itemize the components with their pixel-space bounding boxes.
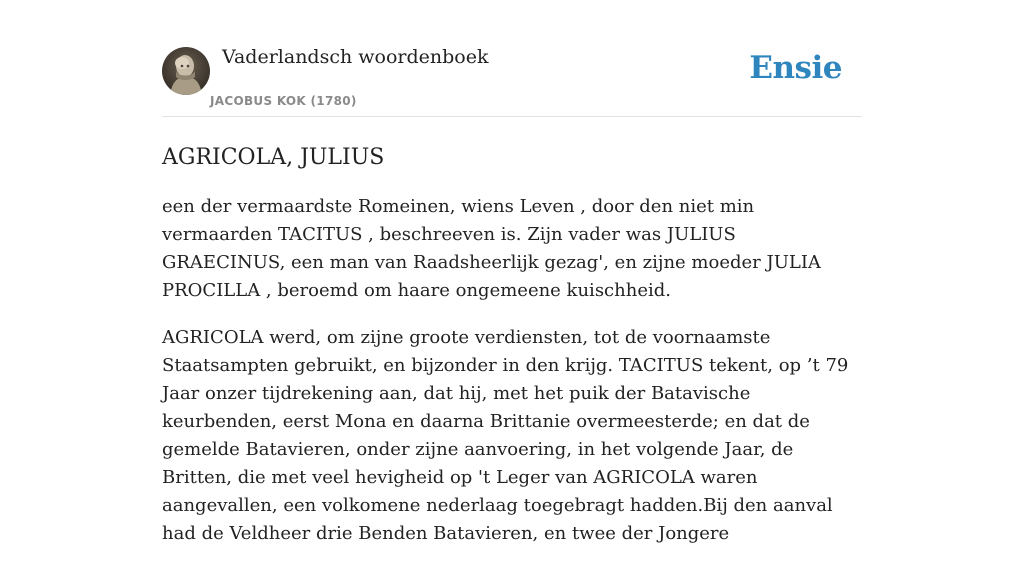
portrait-avatar-icon[interactable] <box>162 47 210 95</box>
header <box>162 0 862 117</box>
entry-title: AGRICOLA, JULIUS <box>162 145 385 170</box>
book-title[interactable]: Vaderlandsch woordenboek <box>222 46 489 68</box>
entry-paragraph: AGRICOLA werd, om zijne groote verdiensten, tot de voornaamste Staatsampten gebruikt, en bijzonder in den krijg. TACITUS tekent, op ’t 79 Jaar onzer tijdrekening aan, dat hij, met het puik der Batavische keurbenden, eerst Mona en daarna Brittanie overmeesterde; en dat de gemelde Batavieren, onder zijne aanvoering, in het volgende Jaar, de Britten, die met veel hevigheid op 't Leger van AGRICOLA waren aangevallen, een volkomene nederlaag toegebragt hadden.Bij den aanval had de Veldheer drie Benden Batavieren, en twee der Jongere <box>162 327 849 545</box>
ensie-logo[interactable]: Ensie <box>749 50 842 86</box>
entry-paragraph: een der vermaardste Romeinen, wiens Leven , door den niet min vermaarden TACITUS , beschreeven is. Zijn vader was JULIUS GRAECINUS, een man van Raadsheerlijk gezag', en zijne moeder JULIA PROCILLA , beroemd om haare ongemeene kuischheid. <box>162 196 821 302</box>
author-label: JACOBUS KOK (1780) <box>210 94 357 108</box>
page <box>162 0 862 567</box>
entry-body <box>162 193 862 548</box>
